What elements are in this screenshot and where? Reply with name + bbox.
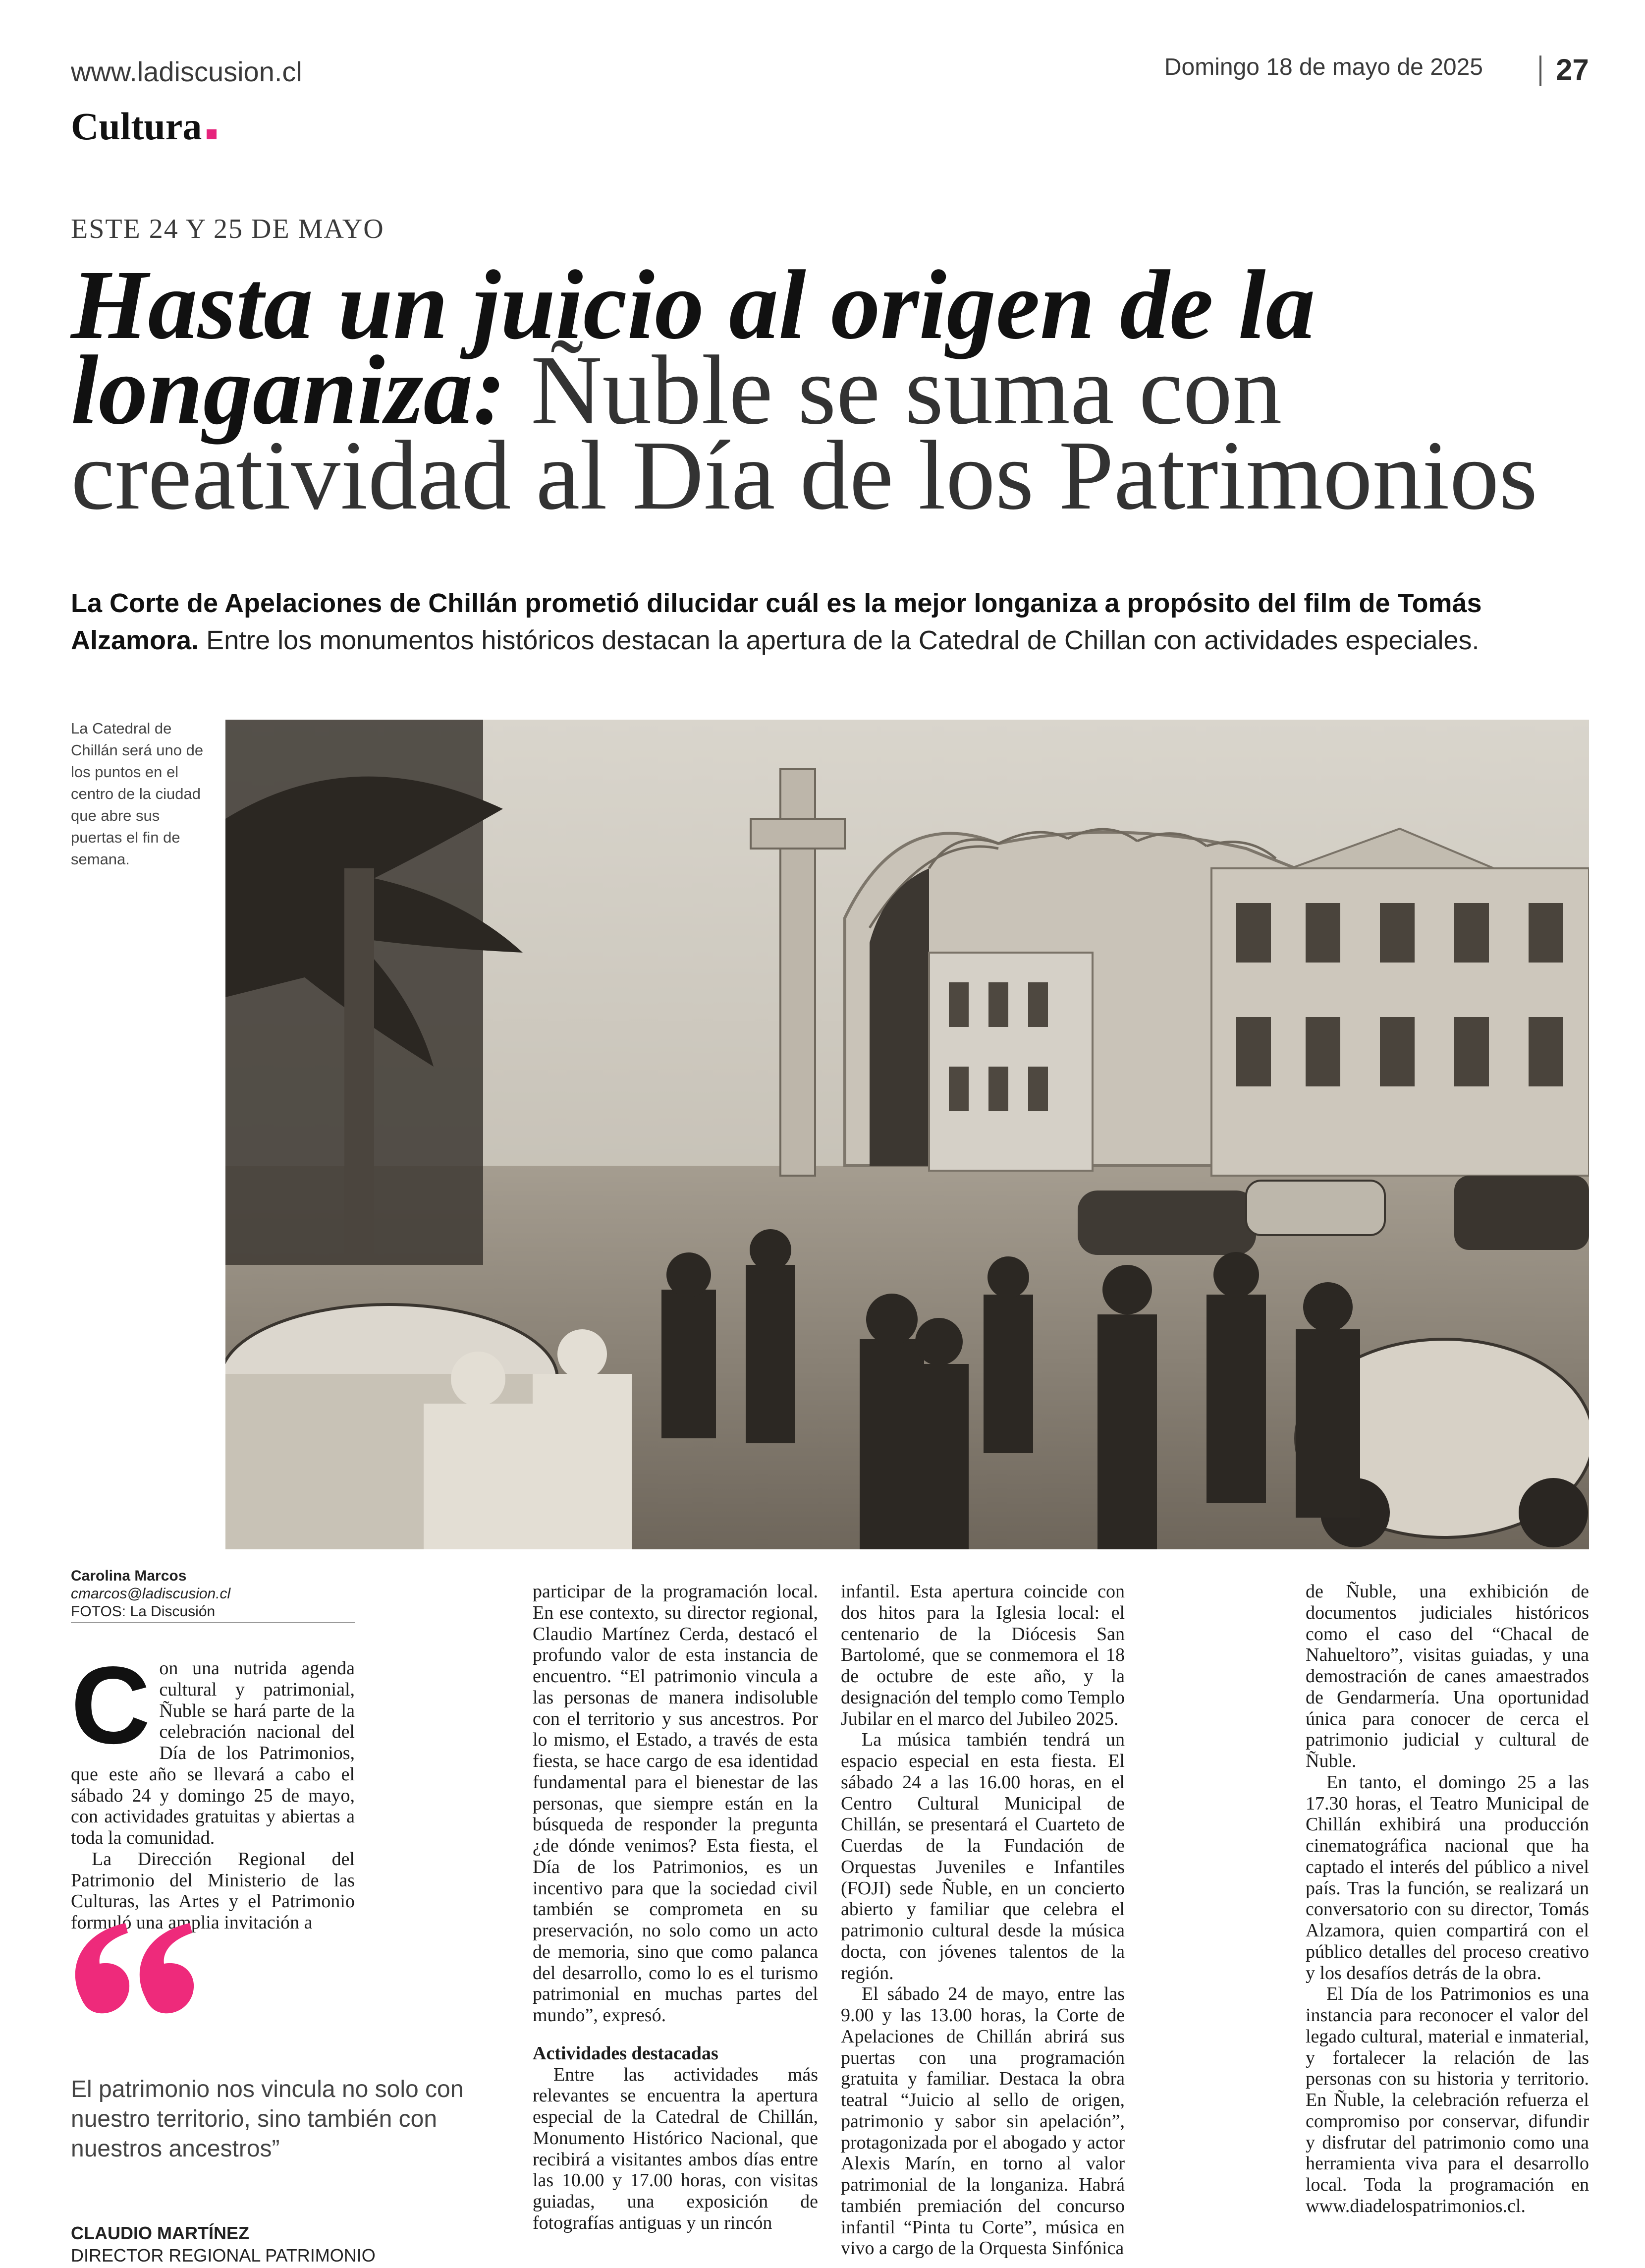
headline-rest-line2: Ñuble se suma con [506, 336, 1282, 445]
byline-email[interactable]: cmarcos@ladiscusion.cl [71, 1586, 231, 1602]
section-title [71, 104, 217, 149]
article-column-1 [71, 1644, 355, 1933]
issue-date: Domingo 18 de mayo de 2025 [1164, 54, 1483, 80]
section-label: Cultura [71, 105, 202, 148]
kicker: ESTE 24 Y 25 DE MAYO [71, 214, 384, 244]
lead-text: on una nutrida agenda cultural y patrimonial, Ñuble se hará parte de la celebración nacional del Día de los Patrimonios, que este año se llevará a cabo el sábado 24 y domingo 25 de mayo, con actividades gratuitas y abiertas a toda la comunidad. [71, 1658, 355, 1848]
byline-name: Carolina Marcos [71, 1568, 187, 1584]
byline [71, 1567, 368, 1621]
deck-bold: La Corte de Apelaciones de Chillán prometió dilucidar cuál es la mejor longaniza a propósito del film de Tomás Alzamora. [71, 588, 1482, 655]
article-column-2 [533, 1581, 818, 2234]
paragraph-lead [71, 1644, 355, 1849]
article-column-4 [1306, 1581, 1589, 2217]
pull-quote-role: DIRECTOR REGIONAL PATRIMONIO [71, 2245, 376, 2266]
quote-mark-icon [71, 1918, 200, 2017]
subhead: Actividades destacadas [533, 2042, 718, 2064]
headline-italic-line1: Hasta un juicio al origen de la [71, 250, 1316, 360]
article-column-3 [841, 1581, 1125, 2259]
drop-cap: C [71, 1644, 151, 1767]
paragraph: de Ñuble, una exhibición de documentos judiciales históricos como el caso del “Chacal de Nahueltoro”, visitas guiadas, y una demostración de canes amaestrados de Gendarmería. Una oportunidad única para conocer de cerca el patrimonio judicial y cultural de Ñuble. [1306, 1581, 1589, 1771]
pull-quote-name: CLAUDIO MARTÍNEZ [71, 2223, 249, 2243]
paragraph: Entre las actividades más relevantes se encuentra la apertura especial de la Catedral de Chillán, Monumento Histórico Nacional, que recibirá a visitantes ambos días entre las 10.00 y 17.00 horas, con visitas guiadas, una exposición de fotografías antiguas y un rincón [533, 2064, 818, 2233]
paragraph: El Día de los Patrimonios es una instancia para reconocer el valor del legado cultural, material e inmaterial, y fortalecer la relación de las personas con su historia y territorio. En Ñuble, la celebración refuerza el compromiso por conservar, difundir y disfrutar del patrimonio como una herramienta viva para el desarrollo local. Toda la programación en www.diadelospatrimonios.cl. [1306, 1984, 1589, 2216]
cathedral-photo [225, 720, 1589, 1549]
paragraph: La Dirección Regional del Patrimonio del Ministerio de las Culturas, las Artes y el Patrimonio formuló una amplia invitación a [71, 1848, 355, 1933]
paragraph: En tanto, el domingo 25 a las 17.30 horas, el Teatro Municipal de Chillán exhibirá una producción cinematográfica nacional que ha captado el interés del público a nivel país. Tras la función, se realizará un conversatorio con su director, Tomás Alzamora, quien compartirá con el público detalles del proceso creativo y los desafíos detrás de la obra. [1306, 1771, 1589, 1984]
site-url[interactable]: www.ladiscusion.cl [71, 56, 302, 87]
section-dot-icon [207, 129, 217, 139]
pull-quote: El patrimonio nos vincula no solo con nuestro territorio, sino también con nuestros ancestros” [71, 2076, 464, 2162]
headline [71, 250, 1582, 530]
page-number: 27 [1556, 53, 1589, 86]
headline-rest-line3: creatividad al Día de los Patrimonios [71, 421, 1538, 530]
byline-divider [71, 1622, 355, 1623]
header-divider [1539, 56, 1541, 86]
cathedral-photo-illustration [225, 720, 1589, 1549]
deck-rest: Entre los monumentos históricos destacan la apertura de la Catedral de Chillan con actividades especiales. [199, 625, 1480, 655]
paragraph: El sábado 24 de mayo, entre las 9.00 y las 13.00 horas, la Corte de Apelaciones de Chillán abrirá sus puertas con una programación gratuita y familiar. Destaca la obra teatral “Juicio al sello de origen, patrimonio y sabor sin apelación”, protagonizada por el abogado y actor Alexis Marín, en torno al valor patrimonial de la longaniza. Habrá también premiación del concurso infantil “Pinta tu Corte”, música en vivo a cargo de la Orquesta Sinfónica [841, 1984, 1125, 2259]
byline-photos: FOTOS: La Discusión [71, 1603, 216, 1620]
paragraph: infantil. Esta apertura coincide con dos hitos para la Iglesia local: el centenario de la Diócesis San Bartolomé, que se conmemora el 18 de octubre de este año, y la designación del templo como Templo Jubilar en el marco del Jubileo 2025. [841, 1581, 1125, 1729]
paragraph: participar de la programación local. En ese contexto, su director regional, Claudio Martínez Cerda, destacó el profundo valor de esta instancia de encuentro. “El patrimonio vincula a las personas de manera indisoluble con el territorio y sus ancestros. Por lo mismo, el Estado, a través de esta fiesta, se hace cargo de esa identidad fundamental para el bienestar de las personas, que siempre están en la búsqueda de responder la pregunta ¿de dónde venimos? Esta fiesta, el Día de los Patrimonios, es un incentivo para que la sociedad civil también se comprometa en su preservación, no solo como un acto de memoria, sino que como palanca del desarrollo, como lo es el turismo patrimonial en muchas partes del mundo”, expresó. [533, 1581, 818, 2026]
photo-caption: La Catedral de Chillán será uno de los puntos en el centro de la ciudad que abre sus puertas el fin de semana. [71, 720, 204, 868]
headline-italic-line2: longaniza: [71, 336, 506, 445]
deck [71, 585, 1582, 659]
paragraph: La música también tendrá un espacio especial en esta fiesta. El sábado 24 a las 16.00 horas, en el Centro Cultural Municipal de Chillán, se presentará el Cuarteto de Cuerdas de la Fundación de Orquestas Juveniles e Infantiles (FOJI) sede Ñuble, en un concierto abierto y familiar que celebra el patrimonio cultural desde la música docta, con jóvenes talentos de la región. [841, 1729, 1125, 1984]
